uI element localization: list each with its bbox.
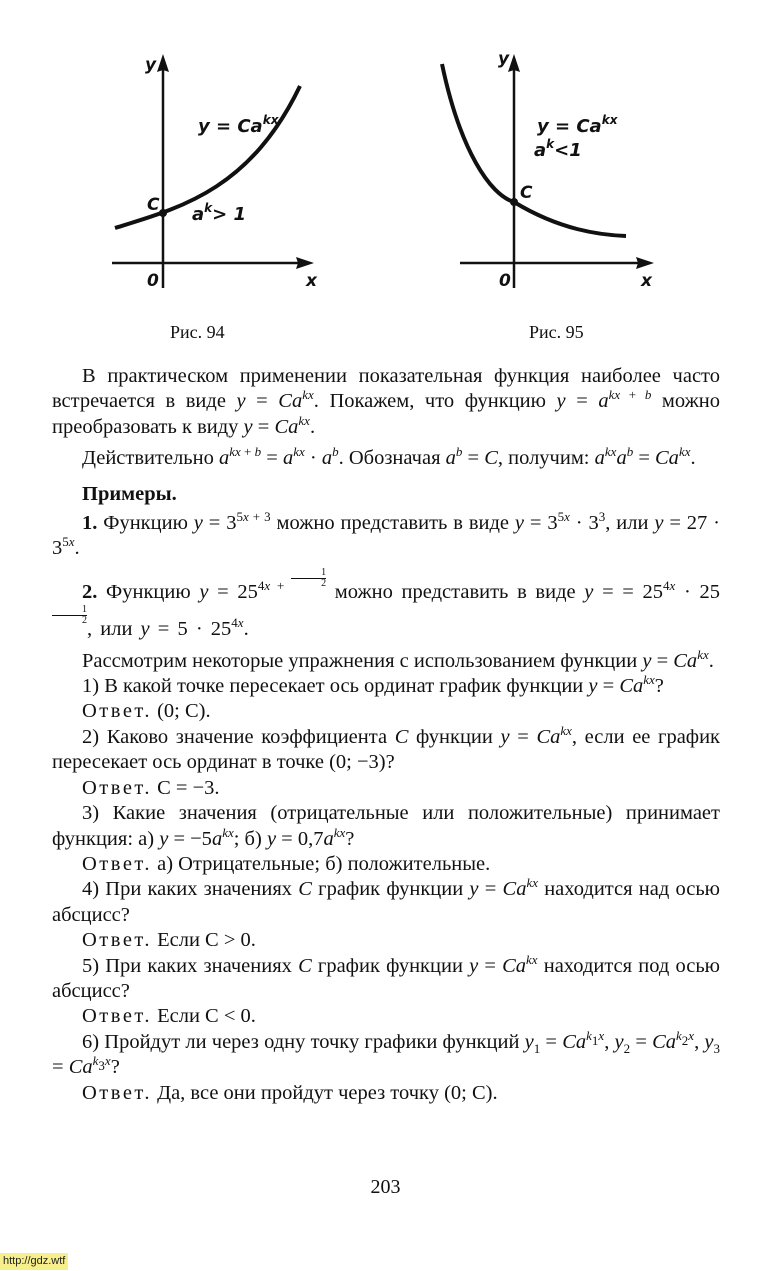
point-c	[510, 198, 518, 206]
question-4: 4) При каких значениях C график функции $y = Ca^{kx}$ находится над осью абсцисс?	[52, 875, 720, 926]
point-c-label: C	[520, 183, 533, 203]
question-1: 1) В какой точке пересекает ось ординат график функции $y = Ca^{kx}$?	[82, 672, 664, 698]
y-axis-arrow	[508, 54, 520, 72]
answer-1: Ответ. (0; C).	[82, 700, 211, 723]
x-axis-label: x	[306, 271, 317, 291]
example-1: 1. Функцию $y = 3^{5x + 3}$ можно представить в виде $y = 3^{5x} \cdot 3^3$, или $y = 27 \cdot 3^{5x}$.	[52, 509, 720, 560]
figure-95	[430, 40, 670, 300]
page-body	[52, 364, 720, 1106]
question-3: 3) Какие значения (отрицательные или положительные) принимает функция: а) $y = -5a^{kx}$; б) $y = 0,7a^{kx}$?	[52, 802, 720, 850]
answer-5: Ответ. Если C < 0.	[82, 1005, 256, 1028]
formula-label: $y = Ca^{kx}$	[198, 113, 279, 137]
paragraph-consider: Рассмотрим некоторые упражнения с использованием функции $y = Ca^{kx}$.	[82, 646, 714, 672]
question-5: 5) При каких значениях C график функции $y = Ca^{kx}$ находится под осью абсцисс?	[52, 951, 720, 1002]
formula-label: $y = Ca^{kx}$	[537, 113, 618, 137]
y-axis-label: y	[145, 55, 157, 75]
origin-label: 0	[147, 271, 159, 291]
answer-6: Ответ. Да, все они пройдут через точку (0; C).	[82, 1081, 498, 1104]
origin-label: 0	[499, 271, 511, 291]
y-axis-label: y	[498, 49, 510, 69]
figure-94-caption: Рис. 94	[170, 322, 225, 342]
figure-94	[100, 40, 340, 300]
watermark-link[interactable]: http://gdz.wtf	[0, 1253, 68, 1270]
x-axis-arrow	[296, 257, 314, 269]
answer-4: Ответ. Если C > 0.	[82, 929, 256, 952]
paragraph-intro: В практическом применении показательная функция наиболее часто встречается в виде $y = Ca^{kx}$. Покажем, что функцию $y = a^{kx + b}$ можно преобразовать к виду $y = Ca^{kx}$.	[52, 365, 720, 438]
examples-heading: Примеры.	[82, 482, 177, 505]
question-2: 2) Каково значение коэффициента C функции $y = Ca^{kx}$, если ее график пересекает ось ординат в точке (0; −3)?	[52, 722, 721, 774]
figure-95-caption: Рис. 95	[529, 322, 584, 342]
example-2: 2. Функцию $y = 25^{4x +}$ $\frac{1}{2}$ можно представить в виде y = = $25^{4x} \cdot 25$ $\frac{1}{2}$ , или $y = 5 \cdot 25^{4x}$.	[52, 568, 720, 643]
question-6: 6) Пройдут ли через одну точку графики функций $y_1 = Ca^{k_1x}$, $y_2 = Ca^{k_2x}$, $y_3 = Ca^{k_3x}$?	[52, 1027, 721, 1079]
paragraph-indeed: Действительно $a^{kx + b} = a^{kx} \cdot a^b$. Обозначая $a^b = C$, получим: $a^{kx}a^b = Ca^{kx}$.	[82, 444, 696, 470]
x-axis-label: x	[641, 271, 652, 291]
condition-label: $a^k<1$	[534, 137, 582, 161]
y-axis-arrow	[157, 54, 169, 72]
point-c	[159, 209, 167, 217]
point-c-label: C	[147, 195, 160, 215]
page-number: 203	[370, 1176, 401, 1198]
answer-2: Ответ. C = −3.	[82, 776, 220, 799]
x-axis-arrow	[636, 257, 654, 269]
condition-label: $a^k> 1$	[192, 201, 247, 225]
answer-3: Ответ. а) Отрицательные; б) положительные.	[82, 852, 491, 875]
